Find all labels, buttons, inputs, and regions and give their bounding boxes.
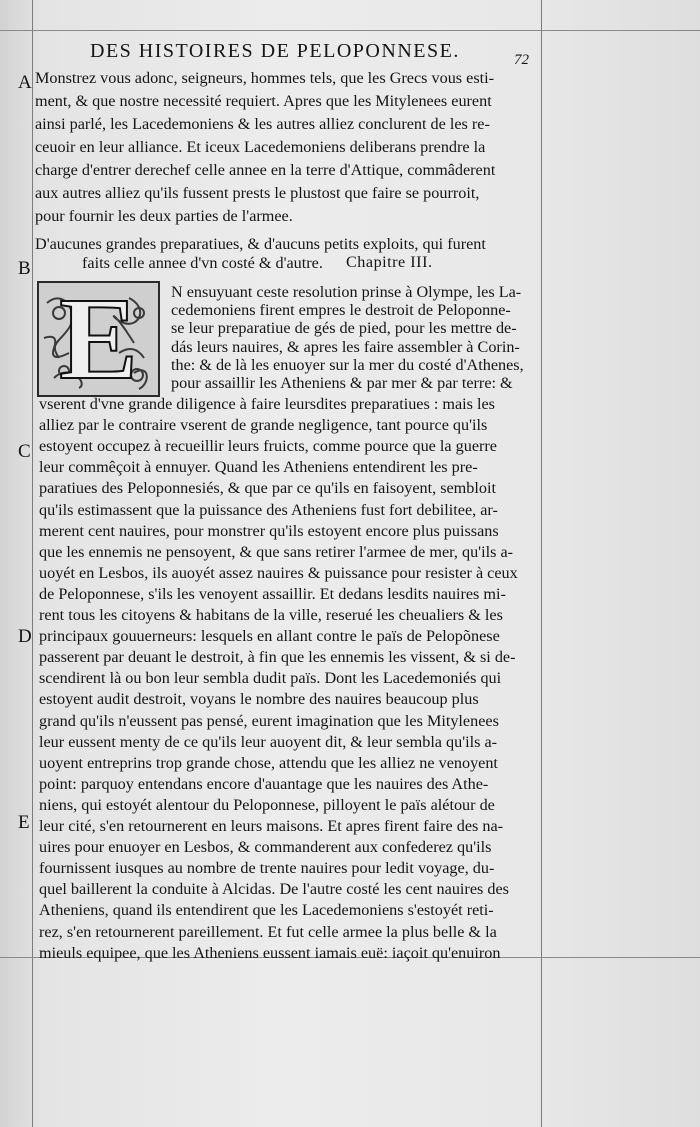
text-line: leur cité, s'en retournerent en leurs maisons. Et apres firent faire des na- [39,817,504,835]
text-line: rent tous les citoyens & habitans de la ville, reserué les cheualiers & les [39,606,503,624]
text-line: point: parquoy entendans encore d'auantage que les nauires des Athe- [39,774,489,793]
text-line: rez, s'en retournerent pareillement. Et fut celle armee la plus belle & la [39,922,497,941]
chapter-label: Chapitre III. [346,253,433,271]
text-line: principaux gouuerneurs: lesquels en allant contre le païs de Pelopõnese [39,627,500,646]
dropcap-letter: E [59,273,138,404]
text-line: uoyent entreprins trop grande chose, attendu que les alliez ne venoyent [39,753,498,772]
margin-letter-a: A [18,72,32,93]
margin-letter-b: B [18,258,31,279]
margin-letter-e: E [18,812,30,833]
text-line: quel baillerent la conduite à Alcidas. De l'autre costé les cent nauires des [39,880,509,899]
margin-letter-c: C [18,441,31,462]
text-line: grand qu'ils n'eussent pas pensé, eurent imagination que les Mitylenees [39,711,499,730]
text-line: uoyét en Lesbos, ils auoyét assez nauires & puissance pour resister à ceux [39,563,518,582]
text-line: N ensuyuant ceste resolution prinse à Olympe, les La- [171,283,522,301]
text-line: cedemoniens firent empres le destroit de Peloponne- [171,301,511,320]
text-line: se leur preparatiue de gés de pied, pour les mettre de- [171,319,517,338]
text-line: pour fournir les deux parties de l'armee. [35,207,293,225]
text-line: Atheniens, quand ils entendirent que les Lacedemoniens s'estoyét reti- [39,901,494,920]
text-line: estoyent occupez à recueillir leurs fruicts, comme pource que la guerre [39,437,497,456]
text-line: passerent par deuant le destroit, à fin que les ennemis les vissent, & si de- [39,648,516,667]
text-line: qu'ils estimassent que la puissance des Atheniens fust fort debilitee, ar- [39,500,498,519]
text-line: charge d'entrer derechef celle annee en la terre d'Attique, commâderent [35,161,496,179]
text-line: pour assaillir les Atheniens & par mer & par terre: & [171,374,513,392]
text-line: fournissent iusques au nombre de trente nauires pour ledit voyage, du- [39,859,495,878]
folio-number: 72 [514,52,529,68]
text-line: leur eussent menty de ce qu'ils leur auoyent dit, & leur sembla qu'ils a- [39,732,498,751]
margin-letter-d: D [18,626,32,647]
decorated-initial [37,273,160,404]
chapter-heading-line2: faits celle annee d'vn costé & d'autre. [82,254,323,272]
text-line: Monstrez vous adonc, seigneurs, hommes tels, que les Grecs vous esti- [35,69,495,87]
text-line: ainsi parlé, les Lacedemoniens & les autres alliez conclurent de les re- [35,115,490,133]
text-line: scendirent là ou bon leur sembla dudit païs. Dont les Lacedemoniés qui [39,669,502,688]
text-line: niens, qui estoyét alentour du Peloponnese, pilloyent le païs alétour de [39,795,495,814]
text-line: mieuls equipee, que les Atheniens eussent iamais euë: iaçoit qu'enuiron [39,943,501,962]
chapter-heading-line1: D'aucunes grandes preparatiues, & d'aucuns petits exploits, qui furent [35,235,486,253]
text-line: merent cent nauires, pour monstrer qu'ils estoyent encore plus puissans [39,521,499,540]
text-line: leur commêçoit à ennuyer. Quand les Atheniens entendirent les pre- [39,458,478,477]
text-line: uires pour enuoyer en Lesbos, & commanderent aux confederez qu'ils [39,838,492,857]
running-head: DES HISTOIRES DE PELOPONNESE. [90,40,460,62]
text-line: de Peloponnese, s'ils les venoyent assaillir. Et dedans lesdits nauires mi- [39,584,506,603]
text-line: ment, & que nostre necessité requiert. Apres que les Mitylenees eurent [35,92,492,110]
text-line: paratiues des Peloponnesiés, & que par ce qu'ils en faisoyent, sembloit [39,479,496,498]
text-line: vserent d'vne grande diligence à faire leursdites preparatiues : mais les [39,395,495,413]
text-line: ceuoir en leur alliance. Et iceux Lacedemoniens deliberans prendre la [35,138,486,156]
text-line: the: & de là les enuoyer sur la mer du costé d'Athenes, [171,355,524,374]
text-line: dás leurs nauires, & apres les faire assembler à Corin- [171,337,520,356]
top-rule [0,30,700,31]
text-line: alliez par le contraire vserent de grande negligence, tant pource qu'ils [39,416,488,435]
text-line: estoyent audit destroit, voyans le nombre des nauires beaucoup plus [39,690,479,709]
text-line: que les ennemis ne pensoyent, & que sans retirer l'armee de mer, qu'ils a- [39,542,514,561]
text-line: aux autres alliez qu'ils fussent prests le plustost que faire se pourroit, [35,184,480,202]
